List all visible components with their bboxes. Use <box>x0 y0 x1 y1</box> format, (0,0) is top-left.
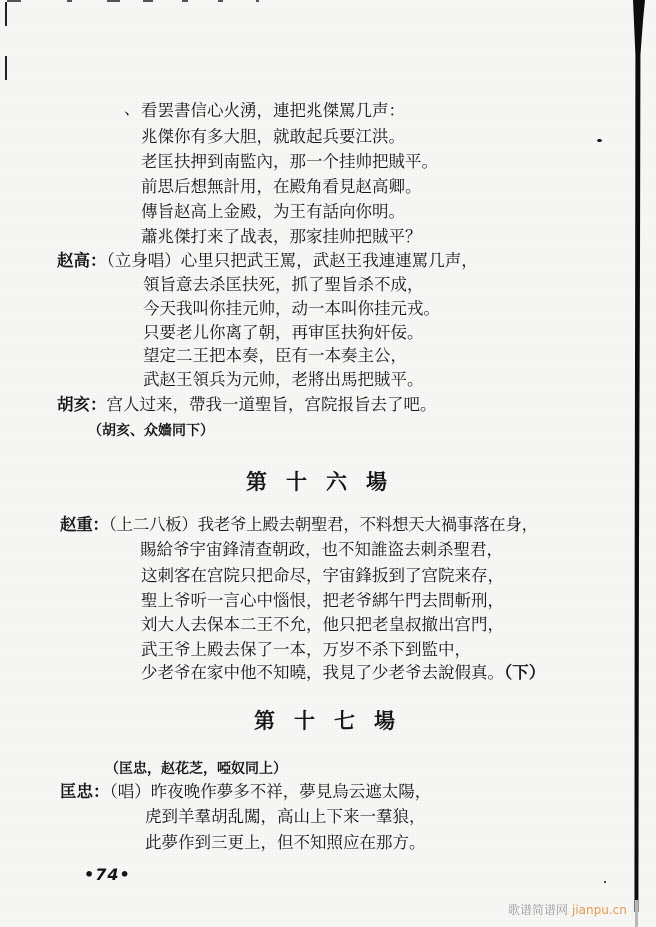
site-watermark <box>508 903 627 917</box>
verse-line: 只要老儿你离了朝，再审匡扶狗奸佞。 <box>143 323 424 342</box>
verse-line-final <box>141 664 545 682</box>
exit-direction: （下） <box>504 663 546 682</box>
verse-line: 看罢書信心火湧，連把兆傑罵几声： <box>141 101 405 120</box>
watermark-domain: jianpu.cn <box>572 903 627 917</box>
verse-line: 前思后想無計用，在殿角看見赵高卿。 <box>141 177 422 196</box>
dialogue-line-zhao-zhong <box>60 516 538 534</box>
binding-edge-tail <box>635 900 638 927</box>
verse-line: 武王爷上殿去保了一本，万岁不杀下到監中， <box>141 640 471 659</box>
top-edge-dash <box>218 0 223 2</box>
top-edge-dash <box>143 0 153 2</box>
top-edge-dash <box>107 0 120 2</box>
ink-speck <box>604 881 606 883</box>
scene-heading: 第十六場 <box>246 470 406 494</box>
dialogue-line-hu-hai <box>57 396 437 414</box>
top-edge-dash <box>182 0 188 2</box>
verse-line: 傳旨赵高上金殿，为王有話向你明。 <box>141 202 405 221</box>
speaker-label: 胡亥： <box>57 395 107 414</box>
page-number: •74• <box>84 865 131 884</box>
stage-direction: （唱） <box>109 782 151 801</box>
dialogue-line-zhao-gao <box>57 252 478 270</box>
verse-line: 聖上爷听一言心中惱恨，把老爷綁午門去問斬刑， <box>141 591 504 610</box>
verse-text: 少老爷在家中他不知曉，我見了少老爷去說假真。 <box>141 663 504 682</box>
speaker-label: 匡忠： <box>60 782 110 801</box>
watermark-site-name: 歌谱简谱网 <box>508 903 569 917</box>
verse-line: 刘大人去保本二王不允，他只把老皇叔撤出宫門， <box>141 615 504 634</box>
left-edge-mark <box>5 2 7 26</box>
verse-line: 望定二王把本奏，臣有一本奏主公， <box>143 346 407 365</box>
verse-line: 今天我叫你挂元帅，动一本叫你挂元戎。 <box>143 299 440 318</box>
entrance-direction: （匡忠，赵花芝，啞奴同上） <box>105 761 287 777</box>
verse-line: 老匡扶押到南監內，那一个挂帅把賊平。 <box>141 152 438 171</box>
left-edge-mark <box>5 56 7 80</box>
dialogue-text: 宫人过来，帶我一道聖旨，宫院报旨去了吧。 <box>106 395 437 414</box>
scene-heading: 第十七場 <box>254 709 414 733</box>
stage-direction: （立身唱） <box>106 251 181 270</box>
verse-line: 此夢作到三更上，但不知照应在那方。 <box>145 833 426 852</box>
verse-line: 武赵王領兵为元帅，老將出馬把賊平。 <box>143 370 424 389</box>
stray-mark: 、 <box>124 99 141 118</box>
speaker-label: 赵重： <box>60 515 109 534</box>
verse-line: 賜給爷宇宙鋒清查朝政，也不知誰盗去刺杀聖君， <box>140 540 503 559</box>
stage-direction: （上二八板） <box>108 515 198 534</box>
top-edge-dash <box>256 0 259 2</box>
verse-line: 这刺客在宫院只把命尽，宇宙鋒扳到了宫院来存， <box>141 566 504 585</box>
speaker-label: 赵高： <box>57 251 107 270</box>
dialogue-line-kuang-zhong <box>60 783 431 801</box>
exit-direction: （胡亥、众嬙同下） <box>88 423 214 439</box>
top-edge-dash <box>67 0 72 2</box>
verse-text: 昨夜晚作夢多不祥，夢見烏云遮太陽， <box>150 782 432 801</box>
verse-text: 心里只把武王罵，武赵王我連連罵几声， <box>180 251 478 270</box>
top-edge-dash <box>7 0 21 2</box>
verse-line: 蕭兆傑打来了战表，那家挂帅把賊平？ <box>141 227 422 246</box>
ink-speck <box>597 139 602 142</box>
verse-text: 我老爷上殿去朝聖君，不料想天大禍事落在身， <box>197 515 538 534</box>
verse-line: 兆傑你有多大胆，就敢起兵要江洪。 <box>141 127 405 146</box>
verse-line: 領旨意去杀匡扶死，抓了聖旨杀不成， <box>143 275 424 294</box>
verse-line: 虎到羊羣胡乱闖，高山上下来一羣狼， <box>145 807 426 826</box>
